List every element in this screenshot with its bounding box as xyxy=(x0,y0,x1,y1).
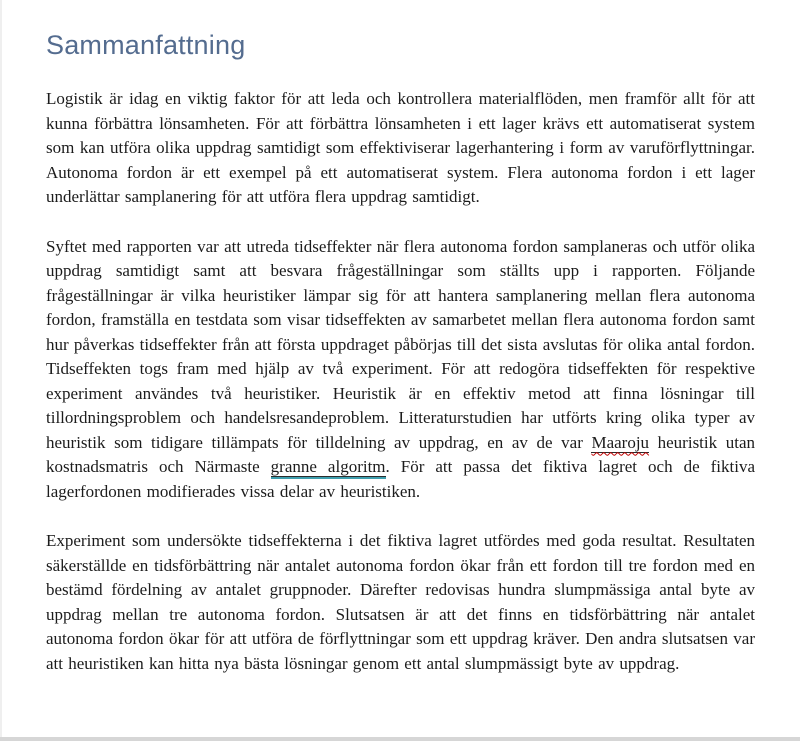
paragraph-purpose-text-3: . För att passa det fiktiva lagret och de fiktiva lagerfordonen modifierades vissa delar av heuristiken. xyxy=(46,457,755,501)
misspelled-term-underline xyxy=(591,433,649,453)
paragraph-results: Experiment som undersökte tidseffekterna i det fiktiva lagret utfördes med goda resultat. Resultaten säkerställde en tidsförbättring när antalet autonoma fordon ökar från ett fordon till tre fordon med en bestämd fördelning av antalet gruppnoder. Därefter redovisas hundra slumpmässiga antal byte av uppdrag mellan tre autonoma fordon. Slutsatsen är att det finns en tidsförbättring när antalet autonoma fordon ökar för att utföra de förflyttningar som ett uppdrag kräver. Den andra slutsatsen var att heuristiken kan hitta nya bästa lösningar genom ett antal slumpmässigt byte av uppdrag. xyxy=(46,531,755,673)
paragraph-purpose xyxy=(46,235,755,505)
page-edge-left xyxy=(0,0,2,741)
grammar-flagged-term: granne algoritm xyxy=(270,457,386,477)
paragraph-purpose-text-2: heuristik utan kostnadsmatris och Närmaste xyxy=(46,432,755,477)
paragraph-purpose-text-1: Syftet med rapporten var att utreda tidseffekter när flera autonoma fordon samplaneras och utför olika uppdrag samtidigt samt att besvara frågeställningar som ställts upp i rapporten. Följande frågeställningar är vilka heuristiker lämpar sig för att hantera samplanering mellan flera autonoma fordon, framställa en testdata som visar tidseffekten av samarbetet mellan flera autonoma fordon samt hur påverkas tidseffekter från att första uppdraget påbörjas till det sista avslutas för olika antal fordon. Tidseffekten togs fram med hjälp av två experiment. För att redogöra tidseffekten för respektive experiment användes två heuristiker. Heuristik är en effektiv metod att finna lösningar till tillordningsproblem och handelsresandeproblem. Litteraturstudien har utförts kring olika typer av heuristik som tidigare tillämpats för tilldelning av uppdrag, en av de var xyxy=(46,236,755,452)
misspelled-term: Maaroju xyxy=(591,432,650,452)
page-title: Sammanfattning xyxy=(46,30,246,60)
paragraph-intro: Logistik är idag en viktig faktor för att leda och kontrollera materialflöden, men framför allt för att kunna förbättra lönsamheten. För att förbättra lönsamheten i ett lager krävs ett automatiserat system som kan utföra olika uppdrag samtidigt som effektiviserar lagerhantering i form av varuförflyttningar. Autonoma fordon är ett exempel på ett automatiserat system. Flera autonoma fordon i ett lager underlättar samplanering för att utföra flera uppdrag samtidigt. xyxy=(46,89,755,207)
page-edge-bottom xyxy=(0,737,800,741)
